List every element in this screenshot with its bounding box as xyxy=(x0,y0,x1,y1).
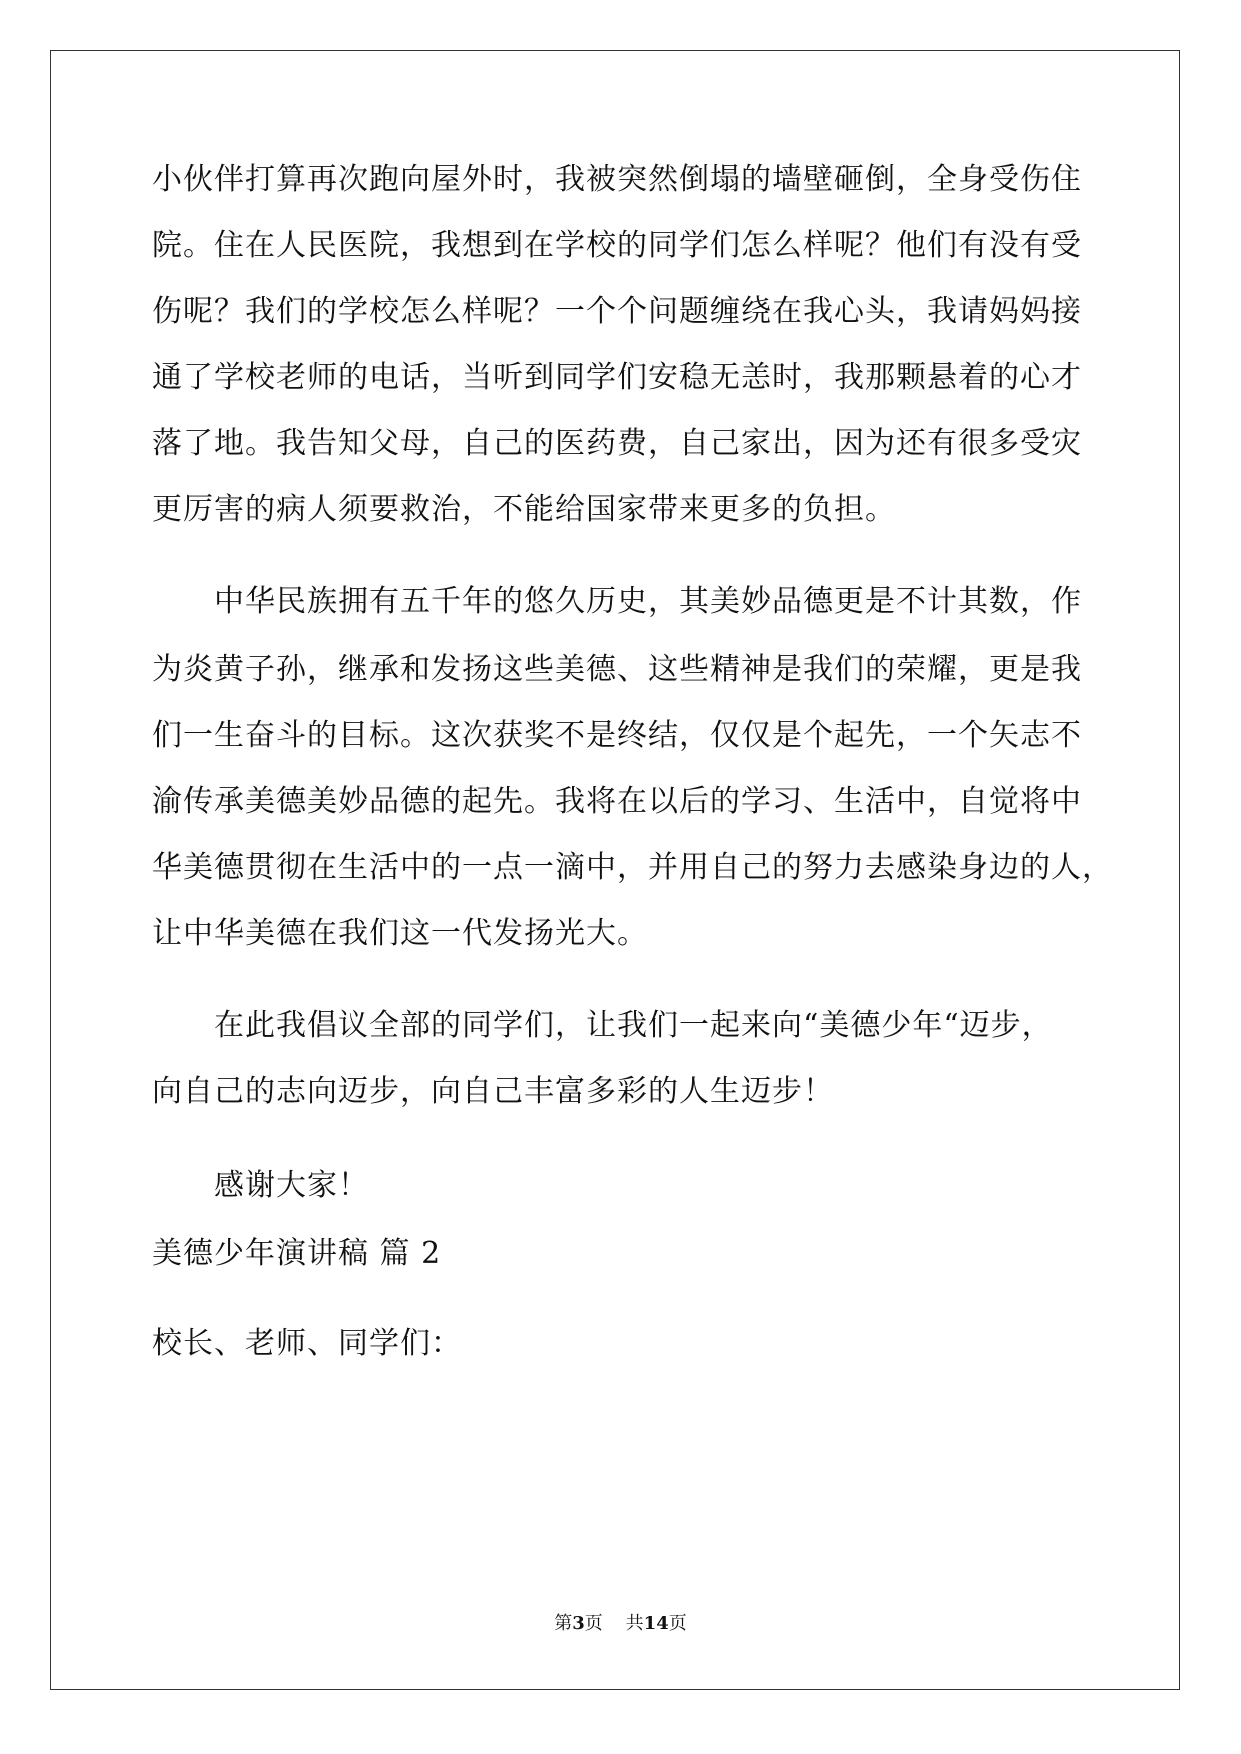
text-line: 们一生奋斗的目标。这次获奖不是终结，仅仅是个起先，一个矢志不 xyxy=(152,718,1082,753)
text-line: 落了地。我告知父母，自己的医药费，自己家出，因为还有很多受灾 xyxy=(152,426,1082,461)
text-line: 感谢大家！ xyxy=(214,1168,369,1203)
salutation: 校长、老师、同学们： xyxy=(152,1326,462,1361)
footer-total-prefix: 共 xyxy=(625,1613,644,1634)
text-line: 华美德贯彻在生活中的一点一滴中，并用自己的努力去感染身边的人， xyxy=(152,850,1113,885)
footer-page-number: 3 xyxy=(572,1613,585,1634)
footer-total-pages: 14 xyxy=(643,1613,669,1634)
text-line: 通了学校老师的电话，当听到同学们安稳无恙时，我那颗悬着的心才 xyxy=(152,360,1082,395)
text-line: 向自己的志向迈步，向自己丰富多彩的人生迈步！ xyxy=(152,1074,834,1109)
text-line: 小伙伴打算再次跑向屋外时，我被突然倒塌的墙壁砸倒，全身受伤住 xyxy=(152,162,1082,197)
text-line: 让中华美德在我们这一代发扬光大。 xyxy=(152,916,648,951)
page-footer xyxy=(0,1612,1241,1636)
text-line: 伤呢？我们的学校怎么样呢？一个个问题缠绕在我心头，我请妈妈接 xyxy=(152,294,1082,329)
footer-page-suffix: 页 xyxy=(584,1613,603,1634)
footer-total-suffix: 页 xyxy=(668,1613,687,1634)
text-line: 院。住在人民医院，我想到在学校的同学们怎么样呢？他们有没有受 xyxy=(152,228,1082,263)
text-line: 渝传承美德美妙品德的起先。我将在以后的学习、生活中，自觉将中 xyxy=(152,784,1082,819)
section-heading: 美德少年演讲稿 篇 2 xyxy=(152,1236,442,1271)
text-line: 更厉害的病人须要救治，不能给国家带来更多的负担。 xyxy=(152,492,896,527)
text-line: 中华民族拥有五千年的悠久历史，其美妙品德更是不计其数，作 xyxy=(214,584,1082,619)
text-line: 在此我倡议全部的同学们，让我们一起来向“美德少年“迈步， xyxy=(214,1008,1053,1043)
text-line: 为炎黄子孙，继承和发扬这些美德、这些精神是我们的荣耀，更是我 xyxy=(152,652,1082,687)
footer-page-prefix: 第 xyxy=(554,1613,573,1634)
